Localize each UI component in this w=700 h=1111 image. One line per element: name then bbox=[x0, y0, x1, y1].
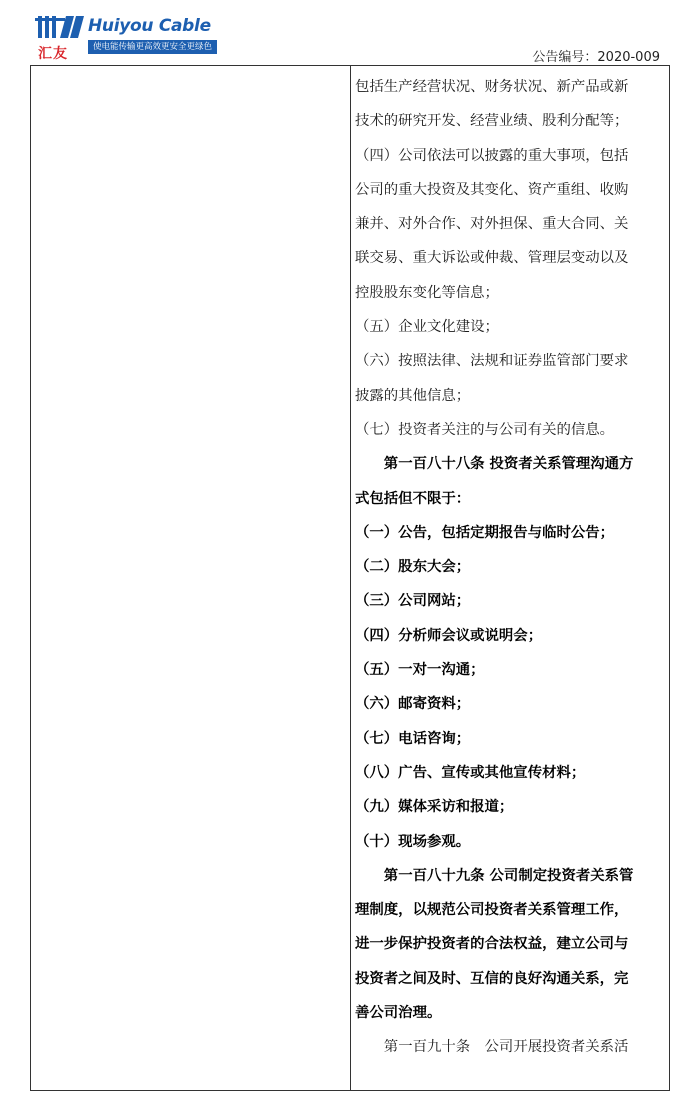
text-line: （九）媒体采访和报道； bbox=[355, 798, 514, 816]
text-line: （五）企业文化建设； bbox=[355, 319, 499, 336]
text-line: （一）公告，包括定期报告与临时公告； bbox=[355, 523, 615, 541]
right-column bbox=[355, 70, 667, 1065]
logo-slogan: 使电能传输更高效更安全更绿色 bbox=[88, 40, 217, 54]
text-line: （三）公司网站； bbox=[355, 592, 471, 610]
text-line: 披露的其他信息； bbox=[355, 387, 471, 404]
text-line: 第一百九十条 公司开展投资者关系活 bbox=[383, 1039, 629, 1056]
text-line: （八）广告、宣传或其他宣传材料； bbox=[355, 763, 586, 781]
comparison-table bbox=[30, 66, 670, 1091]
text-line: 式包括但不限于： bbox=[355, 489, 471, 507]
text-line: 公司的重大投资及其变化、资产重组、收购 bbox=[355, 181, 629, 198]
text-line: （七）电话咨询； bbox=[355, 729, 471, 747]
text-line: 联交易、重大诉讼或仲裁、管理层变动以及 bbox=[355, 250, 629, 267]
text-line: 兼并、对外合作、对外担保、重大合同、关 bbox=[355, 216, 629, 233]
text-line: 投资者之间及时、互信的良好沟通关系，完 bbox=[355, 969, 629, 987]
logo-en-text: Huiyou Cable bbox=[88, 16, 211, 36]
text-line: 第一百八十九条 公司制定投资者关系管 bbox=[383, 866, 634, 884]
text-line: （十）现场参观。 bbox=[355, 832, 471, 850]
page-header bbox=[0, 0, 700, 66]
text-line: （二）股东大会； bbox=[355, 558, 471, 576]
logo-cn-text: 汇友 bbox=[38, 46, 68, 62]
column-divider bbox=[350, 66, 351, 1090]
text-line: 技术的研究开发、经营业绩、股利分配等； bbox=[355, 113, 629, 130]
logo-text-block bbox=[88, 16, 213, 60]
text-line: （六）邮寄资料； bbox=[355, 695, 471, 713]
text-line: （四）公司依法可以披露的重大事项，包括 bbox=[355, 147, 629, 164]
text-line: （六）按照法律、法规和证券监管部门要求 bbox=[355, 353, 629, 370]
text-line: 第一百八十八条 投资者关系管理沟通方 bbox=[383, 455, 634, 473]
text-line: （五）一对一沟通； bbox=[355, 661, 485, 679]
text-line: 包括生产经营状况、财务状况、新产品或新 bbox=[355, 79, 629, 95]
text-line: 善公司治理。 bbox=[355, 1004, 442, 1022]
text-line: 进一步保护投资者的合法权益，建立公司与 bbox=[355, 935, 629, 953]
company-logo bbox=[32, 16, 212, 60]
text-line: （四）分析师会议或说明会； bbox=[355, 626, 543, 644]
notice-number: 公告编号：2020-009 bbox=[532, 50, 660, 65]
text-line: 理制度，以规范公司投资者关系管理工作， bbox=[355, 901, 629, 919]
text-line: （七）投资者关注的与公司有关的信息。 bbox=[355, 421, 615, 438]
text-line: 控股股东变化等信息； bbox=[355, 284, 499, 301]
